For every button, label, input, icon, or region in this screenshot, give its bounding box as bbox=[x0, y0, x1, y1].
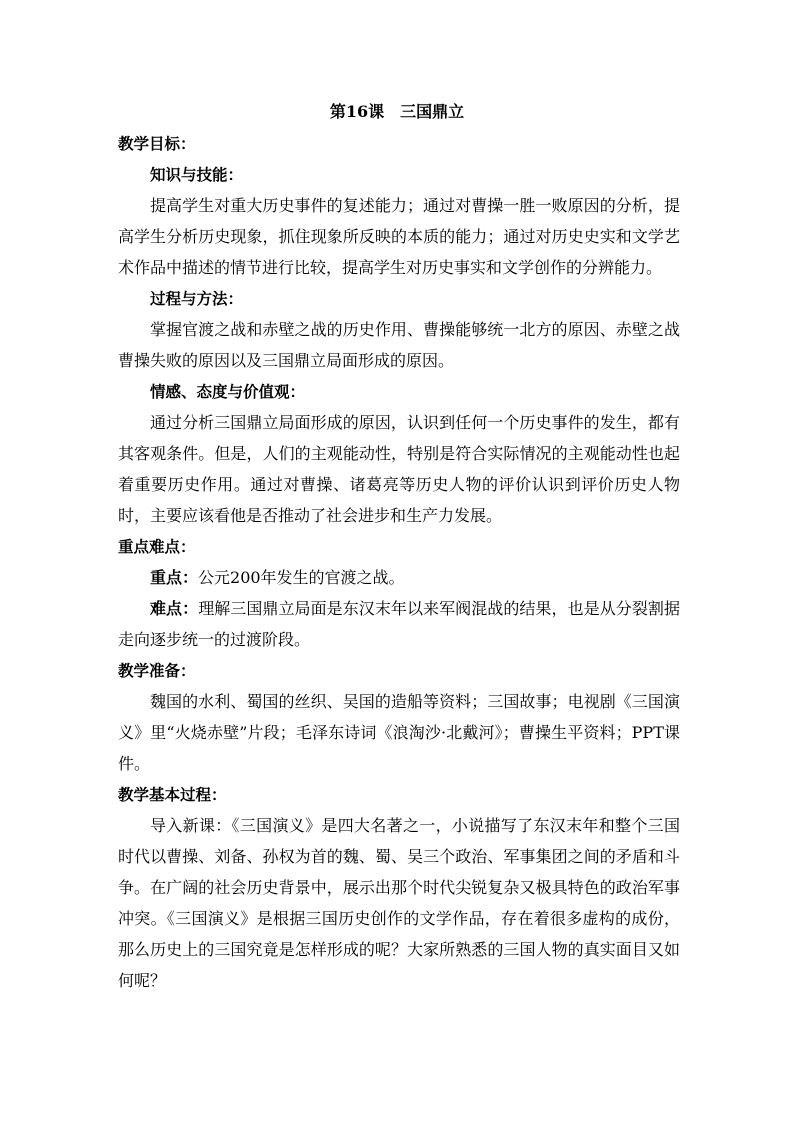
intro-text: 导入新课：《三国演义》是四大名著之一，小说描写了东汉末年和整个三国时代以曹操、刘备、孙权为首的魏、蜀、吴三个政治、军事集团之间的矛盾和斗争。在广阔的社会历史背景中，展示出那个时代尖锐复杂又极具特色的政治军事冲突。《三国演义》是根据三国历史创作的文学作品，存在着很多虚构的成份，那么历史上的三国究竟是怎样形成的呢？大家所熟悉的三国人物的真实面目又如何呢？ bbox=[118, 816, 680, 990]
emotion-heading: 情感、态度与价值观： bbox=[150, 382, 306, 401]
process-method-heading: 过程与方法： bbox=[150, 289, 244, 308]
preparation-heading: 教学准备： bbox=[118, 661, 196, 680]
emotion-text: 通过分析三国鼎立局面形成的原因，认识到任何一个历史事件的发生，都有其客观条件。但是，人们的主观能动性，特别是符合实际情况的主观能动性也起着重要历史作用。通过对曹操、诸葛亮等历史人物的评价认识到评价历史人物时，主要应该看他是否推动了社会进步和生产力发展。 bbox=[118, 413, 680, 525]
focus-text: 公元200年发生的官渡之战。 bbox=[198, 568, 405, 587]
process-heading: 教学基本过程： bbox=[118, 785, 227, 804]
goals-section bbox=[118, 128, 680, 996]
difficulty-text: 理解三国鼎立局面是东汉末年以来军阀混战的结果，也是从分裂割据走向逐步统一的过渡阶段。 bbox=[118, 599, 680, 649]
goals-heading: 教学目标： bbox=[118, 134, 196, 153]
knowledge-heading: 知识与技能： bbox=[150, 165, 244, 184]
knowledge-text: 提高学生对重大历史事件的复述能力；通过对曹操一胜一败原因的分析，提高学生分析历史现象，抓住现象所反映的本质的能力；通过对历史史实和文学艺术作品中描述的情节进行比较，提高学生对历史事实和文学创作的分辨能力。 bbox=[118, 196, 680, 277]
key-points-heading: 重点难点： bbox=[118, 537, 196, 556]
lesson-title: 第16课 三国鼎立 bbox=[329, 102, 465, 121]
difficulty-paragraph bbox=[118, 593, 680, 655]
preparation-text: 魏国的水利、蜀国的丝织、吴国的造船等资料；三国故事；电视剧《三国演义》里“火烧赤壁”片段；毛泽东诗词《浪淘沙·北戴河》；曹操生平资料；PPT课件。 bbox=[118, 692, 680, 773]
focus-label: 重点： bbox=[150, 568, 199, 587]
difficulty-label: 难点： bbox=[150, 599, 199, 618]
process-method-text: 掌握官渡之战和赤壁之战的历史作用、曹操能够统一北方的原因、赤壁之战曹操失败的原因以及三国鼎立局面形成的原因。 bbox=[118, 320, 680, 370]
focus-paragraph bbox=[118, 562, 680, 593]
